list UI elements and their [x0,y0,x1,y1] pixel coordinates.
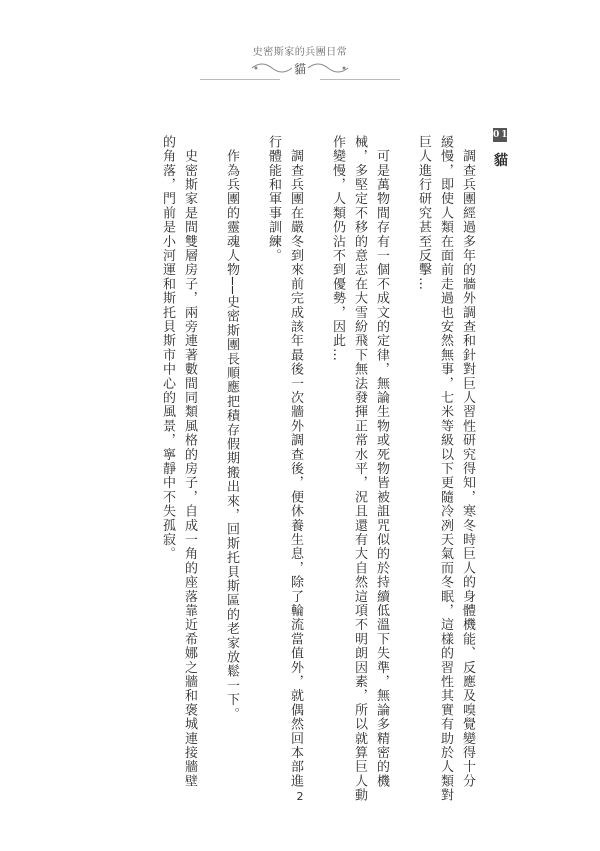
text-column: 調查兵團經過多年的牆外調查和針對巨人習性研究得知，寒冬時巨人的身體機能、反應及嗅覺變得十分 [460,135,475,789]
page-number: 2 [296,790,304,803]
chapter-badge: 01 [493,130,510,140]
text-column: 巨人進行研究甚至反擊… [416,135,431,292]
text-column: 調查兵團在嚴冬到來前完成該年最後一次牆外調查後，便休養生息，除了輪流當值外，就偶然回本部進 [288,135,303,789]
text-column: 史密斯家是間雙層房子，兩旁連著數間同類風格的房子，自成一角的座落靠近希娜之牆和褒城連接牆壁 [182,135,197,789]
header-chapter-title: 貓 [293,62,306,76]
chapter-heading [490,128,510,169]
text-column: 的角落，門前是小河運和斯托貝斯市中心的風景，寧靜中不失孤寂。 [160,135,175,561]
text-column: 緩慢，即使人類在面前走過也安然無事，七米等級以下更隨冷冽天氣而冬眠，這樣的習性其實有助於人類對 [438,135,453,803]
header-rule-right [320,79,400,80]
running-header: 史密斯家的兵團日常 [252,47,348,58]
text-column: 可是萬物間存有一個不成文的定律，無論生物或死物皆被詛咒似的於持續低溫下失準，無論多精密的機 [374,135,389,789]
text-column: 行體能和軍事訓練。 [266,135,281,263]
chapter-title: 貓 [492,152,508,169]
text-column: 作為兵團的靈魂人物──史密斯團長順應把積存假期搬出來，回斯托貝斯區的老家放鬆一下。 [224,135,239,722]
text-column: 作變慢，人類仍沾不到優勢，因此… [330,135,345,363]
header-rule-left [200,79,280,80]
text-column: 械，多堅定不移的意志在大雪紛飛下無法發揮正常水平，況且還有大自然這項不明朗因素，所以就算巨人動 [352,135,367,803]
